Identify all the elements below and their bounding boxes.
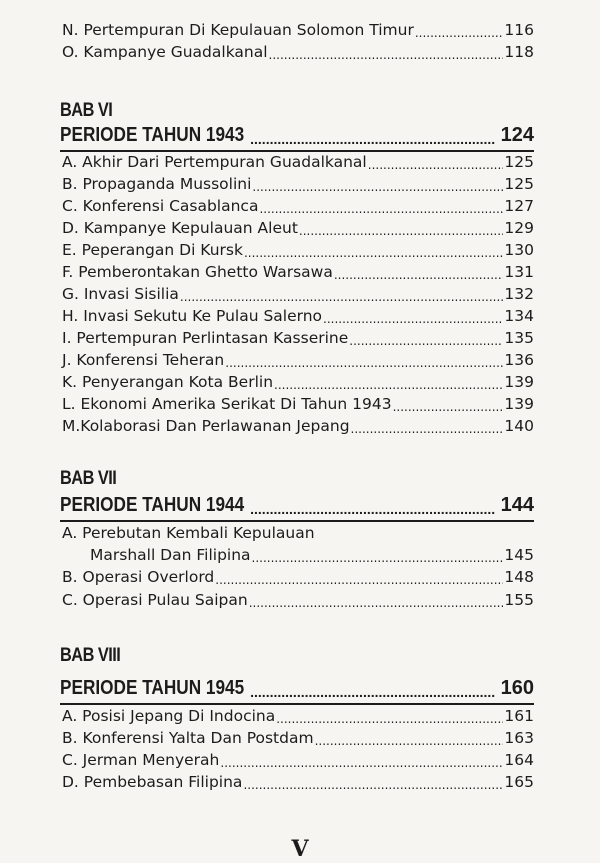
entry-page: 132 [504, 285, 534, 303]
entry-label: K. Penyerangan Kota Berlin [62, 373, 274, 391]
leader-dots [259, 202, 503, 216]
entry-page: 161 [504, 707, 534, 725]
toc-entry [62, 350, 534, 370]
leader-dots [276, 712, 503, 726]
toc-entry [62, 328, 534, 348]
toc-entry [62, 772, 534, 792]
entry-label: C. Jerman Menyerah [62, 751, 220, 769]
entry-label: G. Invasi Sisilia [62, 285, 179, 303]
leader-dots [274, 378, 503, 392]
leader-dots [250, 131, 494, 147]
entry-page: 131 [504, 263, 534, 281]
toc-entry [62, 152, 534, 172]
entry-label: E. Peperangan Di Kursk [62, 241, 243, 259]
entry-label: H. Invasi Sekutu Ke Pulau Salerno [62, 307, 323, 325]
leader-dots [250, 501, 494, 517]
entry-label: C. Konferensi Casablanca [62, 197, 259, 215]
toc-entry-continued [90, 545, 534, 565]
toc-entry [62, 706, 534, 726]
toc-entry [62, 590, 534, 610]
entry-label: L. Ekonomi Amerika Serikat Di Tahun 1943 [62, 395, 392, 413]
entry-page: 130 [504, 241, 534, 259]
chapter-rule [60, 703, 534, 705]
entry-label: A. Perebutan Kembali Kepulauan [62, 524, 315, 542]
entry-page: 136 [504, 351, 534, 369]
leader-dots [252, 551, 504, 565]
entry-label: A. Akhir Dari Pertempuran Guadalkanal [62, 153, 367, 171]
entry-page: 155 [504, 591, 534, 609]
entry-page: 125 [504, 175, 534, 193]
entry-label: I. Pertempuran Perlintasan Kasserine [62, 329, 349, 347]
toc-entry [62, 196, 534, 216]
leader-dots [215, 573, 503, 587]
entry-page: 139 [504, 395, 534, 413]
page-number: V [291, 836, 309, 862]
leader-dots [252, 180, 503, 194]
toc-entry [62, 262, 534, 282]
leader-dots [220, 756, 503, 770]
leader-dots [349, 334, 503, 348]
chapter-rule [60, 520, 534, 522]
toc-entry [62, 567, 534, 587]
toc-entry [62, 218, 534, 238]
entry-label: F. Pemberontakan Ghetto Warsawa [62, 263, 333, 281]
chapter-heading [60, 677, 534, 700]
entry-page: 135 [504, 329, 534, 347]
entry-page: 163 [504, 729, 534, 747]
chapter-label: BAB VIII [60, 645, 121, 666]
leader-dots [323, 312, 503, 326]
toc-entry [62, 416, 534, 436]
leader-dots [299, 224, 504, 238]
leader-dots [351, 422, 504, 436]
entry-page: 165 [504, 773, 534, 791]
entry-page: 116 [504, 21, 534, 39]
entry-label: D. Pembebasan Filipina [62, 773, 243, 791]
toc-entry [62, 306, 534, 326]
leader-dots [225, 356, 503, 370]
entry-label: O. Kampanye Guadalkanal [62, 43, 268, 61]
chapter-page: 124 [500, 124, 534, 146]
entry-page: 127 [504, 197, 534, 215]
entry-page: 129 [504, 219, 534, 237]
chapter-heading [60, 494, 534, 517]
leader-dots [368, 158, 504, 172]
toc-entry [62, 750, 534, 770]
toc-entry [62, 523, 534, 543]
entry-label: B. Propaganda Mussolini [62, 175, 252, 193]
leader-dots [269, 48, 504, 62]
entry-label: B. Operasi Overlord [62, 568, 215, 586]
chapter-label: BAB VII [60, 468, 117, 489]
toc-entry [62, 20, 534, 40]
entry-label: B. Konferensi Yalta Dan Postdam [62, 729, 314, 747]
leader-dots [244, 246, 503, 260]
entry-page: 125 [504, 153, 534, 171]
toc-entry [62, 240, 534, 260]
chapter-heading [60, 124, 534, 147]
entry-label: C. Operasi Pulau Saipan [62, 591, 248, 609]
entry-page: 148 [504, 568, 534, 586]
chapter-title: PERIODE TAHUN 1945 [60, 677, 245, 699]
toc-entry [62, 42, 534, 62]
entry-label: J. Konferensi Teheran [62, 351, 225, 369]
entry-label: A. Posisi Jepang Di Indocina [62, 707, 276, 725]
entry-page: 139 [504, 373, 534, 391]
entry-page: 145 [504, 546, 534, 564]
chapter-page: 160 [500, 677, 534, 699]
chapter-title: PERIODE TAHUN 1944 [60, 494, 245, 516]
entry-label: Marshall Dan Filipina [90, 546, 251, 564]
leader-dots [393, 400, 504, 414]
leader-dots [249, 596, 504, 610]
entry-label: D. Kampanye Kepulauan Aleut [62, 219, 298, 237]
leader-dots [250, 684, 494, 700]
chapter-page: 144 [500, 494, 534, 516]
entry-page: 164 [504, 751, 534, 769]
entry-page: 140 [504, 417, 534, 435]
chapter-label: BAB VI [60, 100, 113, 121]
leader-dots [315, 734, 504, 748]
leader-dots [415, 26, 504, 40]
toc-entry [62, 394, 534, 414]
toc-entry [62, 284, 534, 304]
toc-entry [62, 174, 534, 194]
leader-dots [334, 268, 504, 282]
entry-page: 118 [504, 43, 534, 61]
toc-entry [62, 372, 534, 392]
entry-page: 134 [504, 307, 534, 325]
leader-dots [180, 290, 504, 304]
entry-label: M.Kolaborasi Dan Perlawanan Jepang [62, 417, 350, 435]
leader-dots [243, 778, 503, 792]
entry-label: N. Pertempuran Di Kepulauan Solomon Timur [62, 21, 414, 39]
toc-entry [62, 728, 534, 748]
chapter-title: PERIODE TAHUN 1943 [60, 124, 245, 146]
